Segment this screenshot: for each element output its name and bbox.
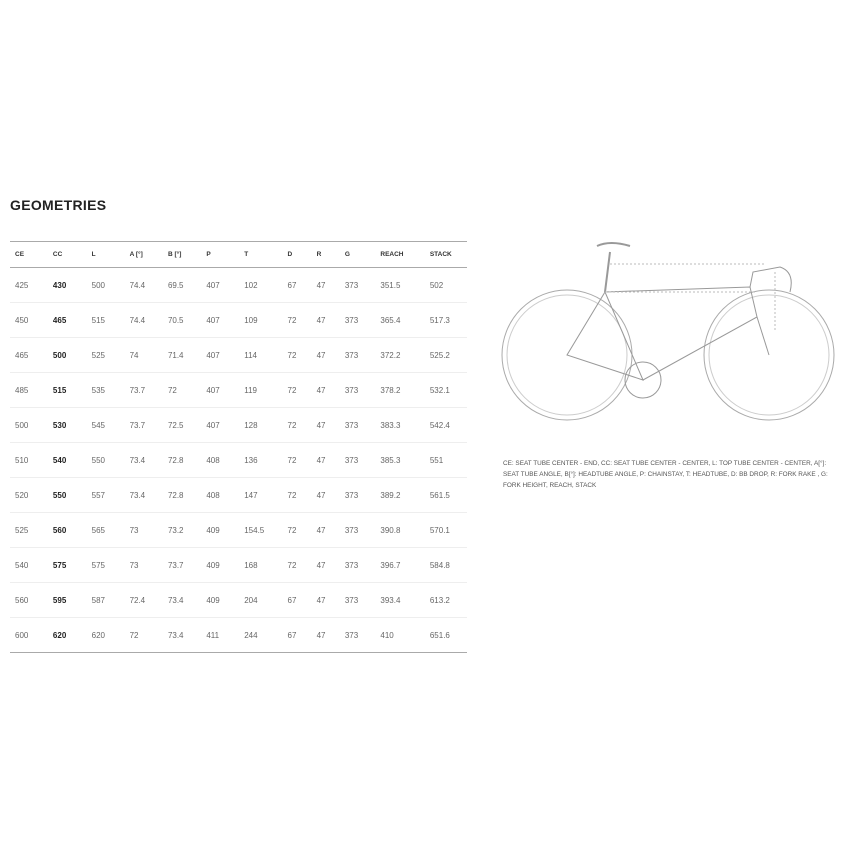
table-cell: 600 [10,618,48,653]
table-cell: 47 [312,268,340,303]
table-cell: 372.2 [375,338,424,373]
table-cell: 561.5 [425,478,467,513]
table-cell: 408 [201,443,239,478]
table-cell: 47 [312,373,340,408]
table-cell: 373 [340,338,376,373]
table-row [10,268,467,303]
table-header-row [10,242,467,268]
table-cell: 500 [10,408,48,443]
table-cell: 500 [48,338,87,373]
table-cell: 502 [425,268,467,303]
table-cell: 409 [201,548,239,583]
table-cell: 515 [48,373,87,408]
table-cell: 72 [283,478,312,513]
table-cell: 565 [87,513,125,548]
table-cell: 47 [312,478,340,513]
column-header: CC [48,242,87,268]
table-cell: 393.4 [375,583,424,618]
table-cell: 525 [87,338,125,373]
column-header: P [201,242,239,268]
column-header: G [340,242,376,268]
table-cell: 47 [312,548,340,583]
table-cell: 560 [48,513,87,548]
table-cell: 396.7 [375,548,424,583]
table-cell: 71.4 [163,338,201,373]
column-header: D [283,242,312,268]
column-header: CE [10,242,48,268]
table-cell: 72 [163,373,201,408]
table-cell: 136 [239,443,282,478]
table-cell: 128 [239,408,282,443]
table-cell: 244 [239,618,282,653]
column-header: T [239,242,282,268]
table-cell: 373 [340,303,376,338]
table-cell: 485 [10,373,48,408]
table-cell: 465 [10,338,48,373]
table-cell: 407 [201,408,239,443]
table-cell: 517.3 [425,303,467,338]
bike-geometry-diagram [495,232,835,432]
table-row [10,548,467,583]
table-cell: 67 [283,583,312,618]
table-cell: 532.1 [425,373,467,408]
table-cell: 407 [201,338,239,373]
table-cell: 72 [283,548,312,583]
table-row [10,443,467,478]
table-cell: 373 [340,618,376,653]
table-cell: 525.2 [425,338,467,373]
table-cell: 530 [48,408,87,443]
table-cell: 72 [283,303,312,338]
table-cell: 520 [10,478,48,513]
table-cell: 383.3 [375,408,424,443]
table-cell: 47 [312,618,340,653]
table-cell: 47 [312,338,340,373]
table-cell: 575 [87,548,125,583]
table-cell: 390.8 [375,513,424,548]
table-cell: 147 [239,478,282,513]
geometry-legend: CE: SEAT TUBE CENTER - END, CC: SEAT TUBE CENTER - CENTER, L: TOP TUBE CENTER - CENTER, A[°]: SEAT TUBE ANGLE, B[°]: HEADTUBE ANGLE, P: CHAINSTAY, T: HEADTUBE, D: BB DROP, R: FORK RAKE , G: FORK HEIGHT, REACH, STACK [503,460,828,489]
table-cell: 72.8 [163,478,201,513]
table-cell: 373 [340,548,376,583]
table-cell: 540 [48,443,87,478]
table-cell: 67 [283,268,312,303]
table-cell: 620 [48,618,87,653]
table-cell: 373 [340,583,376,618]
table-cell: 72 [283,408,312,443]
table-cell: 373 [340,513,376,548]
table-cell: 542.4 [425,408,467,443]
table-cell: 72 [283,373,312,408]
table-cell: 365.4 [375,303,424,338]
column-header: A [°] [125,242,163,268]
table-cell: 450 [10,303,48,338]
table-row [10,303,467,338]
table-cell: 72.8 [163,443,201,478]
table-cell: 72 [283,513,312,548]
table-cell: 651.6 [425,618,467,653]
table-cell: 570.1 [425,513,467,548]
table-cell: 595 [48,583,87,618]
geometry-table [10,241,467,653]
table-cell: 47 [312,443,340,478]
table-cell: 551 [425,443,467,478]
table-row [10,338,467,373]
table-cell: 73.7 [125,408,163,443]
table-cell: 47 [312,408,340,443]
table-cell: 407 [201,373,239,408]
table-row [10,513,467,548]
table-row [10,408,467,443]
column-header: L [87,242,125,268]
table-cell: 73.7 [125,373,163,408]
table-cell: 47 [312,303,340,338]
table-cell: 73.4 [163,618,201,653]
table-cell: 73 [125,548,163,583]
table-cell: 409 [201,513,239,548]
table-cell: 550 [87,443,125,478]
table-cell: 73.4 [125,443,163,478]
table-cell: 168 [239,548,282,583]
table-cell: 500 [87,268,125,303]
table-cell: 74 [125,338,163,373]
table-cell: 74.4 [125,303,163,338]
table-cell: 385.3 [375,443,424,478]
table-cell: 373 [340,373,376,408]
table-cell: 119 [239,373,282,408]
table-cell: 584.8 [425,548,467,583]
table-cell: 545 [87,408,125,443]
table-cell: 560 [10,583,48,618]
table-cell: 72.4 [125,583,163,618]
table-cell: 73.7 [163,548,201,583]
table-cell: 72 [283,338,312,373]
table-cell: 67 [283,618,312,653]
table-cell: 411 [201,618,239,653]
table-cell: 408 [201,478,239,513]
table-cell: 407 [201,303,239,338]
table-cell: 550 [48,478,87,513]
table-row [10,618,467,653]
table-cell: 389.2 [375,478,424,513]
table-cell: 72 [283,443,312,478]
table-cell: 72.5 [163,408,201,443]
table-cell: 351.5 [375,268,424,303]
column-header: R [312,242,340,268]
table-cell: 69.5 [163,268,201,303]
table-cell: 587 [87,583,125,618]
table-row [10,583,467,618]
table-cell: 73.4 [163,583,201,618]
table-cell: 47 [312,513,340,548]
table-cell: 73.4 [125,478,163,513]
table-cell: 373 [340,443,376,478]
table-cell: 378.2 [375,373,424,408]
table-cell: 535 [87,373,125,408]
table-cell: 74.4 [125,268,163,303]
table-cell: 204 [239,583,282,618]
table-cell: 114 [239,338,282,373]
table-cell: 540 [10,548,48,583]
table-cell: 109 [239,303,282,338]
table-cell: 425 [10,268,48,303]
table-cell: 430 [48,268,87,303]
table-cell: 373 [340,408,376,443]
table-cell: 102 [239,268,282,303]
column-header: REACH [375,242,424,268]
table-cell: 409 [201,583,239,618]
table-cell: 373 [340,478,376,513]
table-cell: 73.2 [163,513,201,548]
table-cell: 525 [10,513,48,548]
table-cell: 47 [312,583,340,618]
table-row [10,373,467,408]
table-cell: 613.2 [425,583,467,618]
table-row [10,478,467,513]
page-title: GEOMETRIES [10,197,107,213]
table-cell: 620 [87,618,125,653]
table-cell: 73 [125,513,163,548]
column-header: STACK [425,242,467,268]
table-cell: 410 [375,618,424,653]
table-cell: 557 [87,478,125,513]
frame [567,287,757,380]
column-header: B [°] [163,242,201,268]
table-cell: 575 [48,548,87,583]
table-cell: 407 [201,268,239,303]
table-cell: 373 [340,268,376,303]
table-cell: 515 [87,303,125,338]
table-cell: 72 [125,618,163,653]
table-cell: 70.5 [163,303,201,338]
table-cell: 154.5 [239,513,282,548]
table-cell: 465 [48,303,87,338]
table-cell: 510 [10,443,48,478]
